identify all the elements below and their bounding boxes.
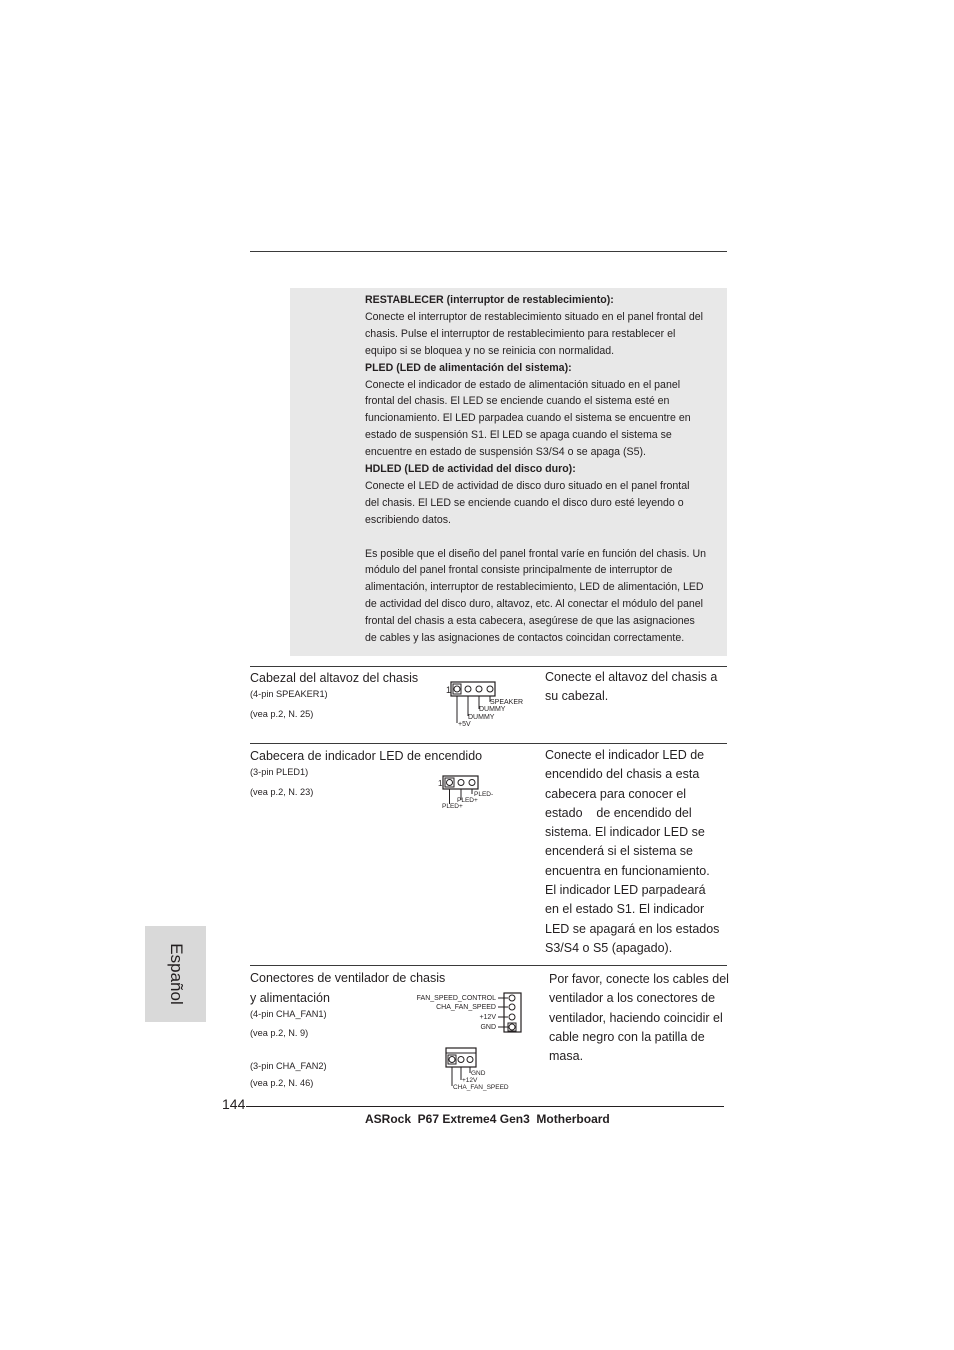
cha-fan-speed-label: CHA_FAN_SPEED: [453, 1084, 509, 1091]
hdled-line: escribiendo datos.: [365, 513, 451, 526]
pled-desc-line: sistema. El indicador LED se: [545, 825, 705, 840]
reset-title: RESTABLECER (interruptor de restablecimiento):: [365, 294, 614, 306]
pled-rule: [250, 743, 727, 744]
pled-desc-line: estado de encendido del: [545, 805, 692, 820]
pled-desc-line: El indicador LED parpadeará: [545, 883, 706, 898]
speaker-left: [250, 668, 440, 720]
fan1-pin: (4-pin CHA_FAN1): [250, 1009, 327, 1019]
fan1-connector-diagram: [408, 990, 528, 1034]
reset-line: chasis. Pulse el interruptor de restablecimiento para restablecer el: [365, 327, 676, 340]
footer-rule: [246, 1106, 724, 1107]
fan2-connector-diagram: [442, 1046, 522, 1096]
fan-desc-line: cable negro con la patilla de: [549, 1029, 705, 1044]
plus12v-label: +12V: [462, 1077, 478, 1084]
speaker-ref: (vea p.2, N. 25): [250, 709, 314, 719]
speaker-desc-line: Conecte el altavoz del chasis a: [545, 670, 718, 684]
pled-line: Conecte el indicador de estado de alimentación situado en el panel: [365, 378, 681, 391]
pled-desc-line: encenderá si el sistema se: [545, 844, 693, 859]
language-tab-label: Español: [166, 943, 186, 1005]
hdled-title: HDLED (LED de actividad del disco duro):: [365, 463, 576, 476]
pled-pin: (3-pin PLED1): [250, 767, 309, 777]
pled-line: frontal del chasis. El LED se enciende cuando el sistema esté en: [365, 395, 670, 408]
pled-header-title: Cabecera de indicador LED de encendido: [250, 749, 483, 763]
reset-line: Conecte el interruptor de restablecimiento situado en el panel frontal del: [365, 310, 704, 323]
fan2-pin: (3-pin CHA_FAN2): [250, 1061, 327, 1071]
speaker-rule: [250, 666, 727, 667]
speaker-label: SPEAKER: [490, 699, 524, 706]
pled-ref: (vea p.2, N. 23): [250, 787, 314, 797]
fan-speed-control-label: FAN_SPEED_CONTROL: [416, 995, 496, 1002]
pled-desc-line: Conecte el indicador LED de: [545, 748, 705, 762]
fan-desc-line: ventilador, haciendo coincidir el: [549, 1010, 723, 1025]
speaker-desc-line: su cabezal.: [545, 689, 609, 704]
pled-line: estado de suspensión S1. El LED se apaga cuando el sistema se: [365, 429, 672, 442]
note-line: de actividad del disco duro, altavoz, etc. Al conectar el módulo del panel: [365, 598, 704, 611]
pled-connector-diagram: [436, 772, 506, 812]
plus12v-label: +12V: [479, 1014, 496, 1021]
speaker-title: Cabezal del altavoz del chasis: [250, 671, 419, 685]
fan-title-2: y alimentación: [250, 991, 330, 1005]
fan-desc-line: ventilador a los conectores de: [549, 991, 716, 1006]
speaker-pin: (4-pin SPEAKER1): [250, 689, 328, 699]
pled-plus-label: PLED+: [442, 803, 463, 810]
pled-line: funcionamiento. El LED parpadea cuando el sistema se encuentre en: [365, 412, 691, 425]
dummy-label: DUMMY: [468, 714, 495, 721]
speaker-connector-diagram: [440, 678, 535, 730]
page-number: 144: [222, 1096, 246, 1112]
pled-desc-line: cabecera para conocer el: [545, 786, 687, 801]
note-line: Es posible que el diseño del panel frontal varíe en función del chasis. Un: [365, 547, 706, 560]
speaker-pin1-label: 1: [446, 685, 452, 695]
language-tab: [145, 926, 206, 1022]
pled-title: PLED (LED de alimentación del sistema):: [365, 361, 572, 374]
footer-title: ASRock P67 Extreme4 Gen3 Motherboard: [365, 1112, 610, 1126]
reset-line: equipo si se bloquea y no se reinicia con normalidad.: [365, 344, 615, 357]
pled-minus-label: PLED-: [474, 791, 494, 798]
pled-desc-line: LED se apagará en los estados: [545, 921, 720, 936]
hdled-line: Conecte el LED de actividad de disco duro situado en el panel frontal: [365, 479, 690, 492]
fan1-ref: (vea p.2, N. 9): [250, 1028, 309, 1038]
fan2-ref: (vea p.2, N. 46): [250, 1078, 314, 1088]
note-line: de cables y las asignaciones de contactos coincidan correctamente.: [365, 632, 685, 645]
cha-fan-speed-label: CHA_FAN_SPEED: [436, 1004, 496, 1011]
fan-desc-line: masa.: [549, 1049, 584, 1064]
pled-desc: [545, 746, 730, 958]
pled-plus-label: PLED+: [457, 797, 478, 804]
hdled-line: del chasis. El LED se enciende cuando el disco duro esté leyendo o: [365, 496, 684, 509]
pled-line: encuentre en estado de suspensión S3/S4 o se apaga (S5).: [365, 446, 646, 459]
pled-desc-line: S3/S4 o S5 (apagado).: [545, 940, 673, 955]
note-line: frontal del chasis a esta cabecera, asegúrese de que las asignaciones: [365, 615, 695, 628]
plus5v-label: +5V: [458, 721, 471, 728]
speaker-desc: [545, 668, 730, 707]
fan-desc-line: Por favor, conecte los cables del: [549, 972, 729, 986]
dummy-label: DUMMY: [479, 706, 506, 713]
fan-title: Conectores de ventilador de chasis: [250, 971, 446, 985]
front-panel-text: [365, 292, 725, 647]
pled-desc-line: encuentra en funcionamiento.: [545, 863, 710, 878]
pled-desc-line: en el estado S1. El indicador: [545, 902, 705, 917]
pled-pin1-label: 1: [438, 779, 443, 788]
note-line: alimentación, interruptor de restablecimiento, LED de alimentación, LED: [365, 581, 704, 594]
pled-desc-line: encendido del chasis a esta: [545, 767, 700, 782]
gnd-label: GND: [471, 1070, 486, 1077]
fan-rule: [250, 965, 727, 966]
fan-desc: [549, 970, 739, 1066]
top-rule: [250, 251, 727, 252]
gnd-label: GND: [480, 1024, 496, 1031]
note-line: módulo del panel frontal consiste principalmente de interruptor de: [365, 564, 673, 577]
